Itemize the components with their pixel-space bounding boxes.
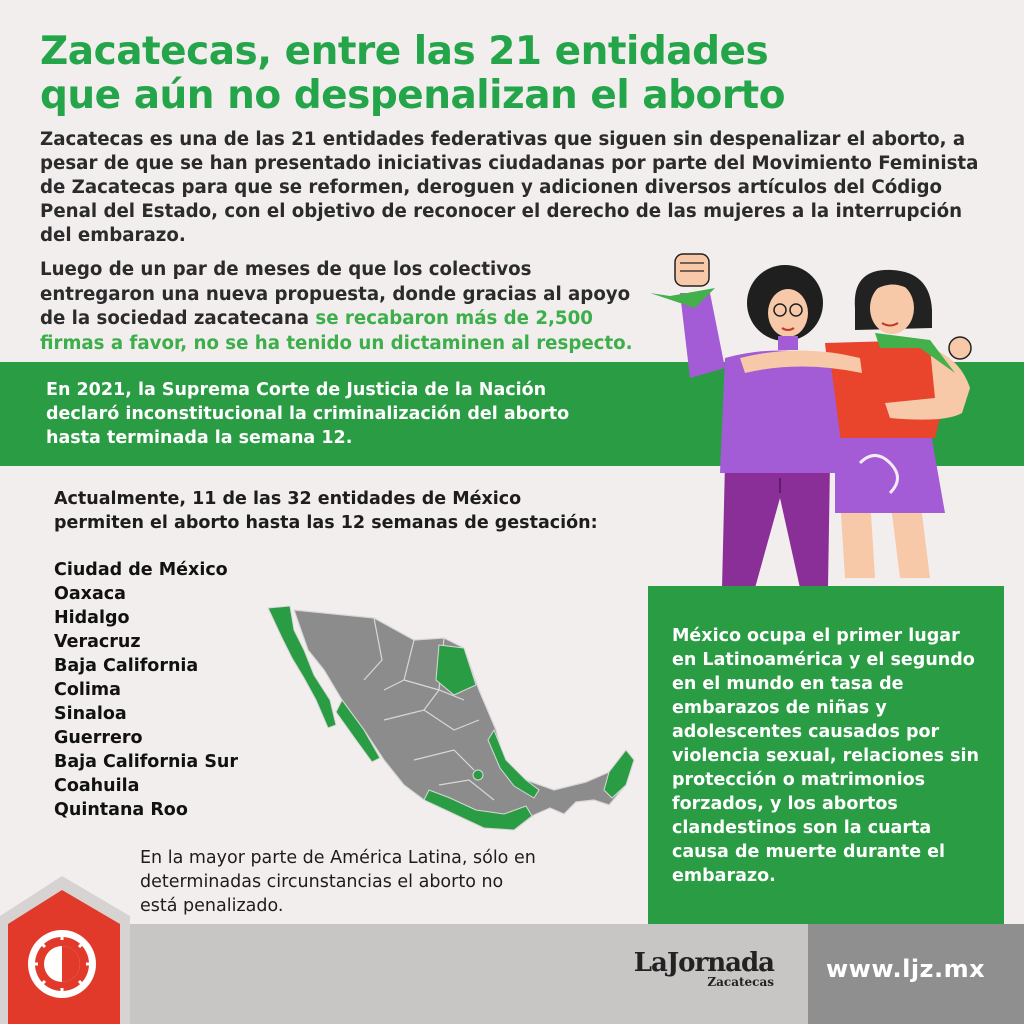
intro-paragraph: Zacatecas es una de las 21 entidades federativas que siguen sin despenalizar el aborto, a pesar de que se han presentado iniciativas ciudadanas por parte del Movimiento Feminista de Zacatecas para que se reformen, deroguen y adicionen diversos artículos del Código Penal del Estado, con el objetivo de reconocer el derecho de las mujeres a la interrupción del embarazo. — [40, 129, 979, 246]
mexico-map-icon — [264, 600, 644, 840]
list-item: Veracruz — [54, 632, 141, 652]
page-title — [40, 30, 800, 118]
list-item: Baja California — [54, 656, 199, 676]
signatures-highlight: se recabaron más de 2,500 firmas a favor, no se ha tenido un dictaminen al respecto. — [40, 308, 633, 354]
scjn-text: En 2021, la Suprema Corte de Justicia de la Nación declaró inconstitucional la criminalización del aborto hasta terminada la semana 12. — [46, 380, 570, 448]
two-women-illustration-icon — [630, 248, 990, 593]
list-item: Hidalgo — [54, 608, 130, 628]
list-item: Sinaloa — [54, 704, 127, 724]
legal-states-intro: Actualmente, 11 de las 32 entidades de México permiten el aborto hasta las 12 semanas de gestación: — [54, 489, 598, 533]
signatures-paragraph — [40, 258, 640, 356]
signatures-paragraph-text: Luego de un par de meses de que los colectivos entregaron una nueva propuesta, donde gracias al apoyo de la sociedad zacatecana — [40, 259, 631, 329]
page-title-line-1: Zacatecas, entre las 21 entidades — [40, 29, 769, 74]
brand-name: LaJornada — [633, 948, 774, 978]
list-item: Coahuila — [54, 776, 140, 796]
brand-subtitle: Zacatecas — [707, 975, 774, 989]
site-url-link[interactable]: www.ljz.mx — [826, 955, 986, 983]
latam-paragraph: En la mayor parte de América Latina, sólo en determinadas circunstancias el aborto no está penalizado. — [140, 848, 536, 916]
page-title-line-2: que aún no despenalizan el aborto — [40, 73, 785, 118]
list-item: Colima — [54, 680, 121, 700]
brand-logo — [614, 950, 774, 988]
list-item: Baja California Sur — [54, 752, 239, 772]
legal-states-list — [54, 558, 238, 822]
list-item: Guerrero — [54, 728, 143, 748]
list-item: Ciudad de México — [54, 560, 228, 580]
list-item: Quintana Roo — [54, 800, 188, 820]
mexico-stats-text: México ocupa el primer lugar en Latinoamérica y el segundo en el mundo en tasa de embarazos de niñas y adolescentes causados por violencia sexual, relaciones sin protección o matrimonios forzados, y los abortos clandestinos son la cuarta causa de muerte durante el embarazo. — [672, 626, 980, 886]
sun-logo-icon — [0, 876, 130, 1024]
list-item: Oaxaca — [54, 584, 126, 604]
